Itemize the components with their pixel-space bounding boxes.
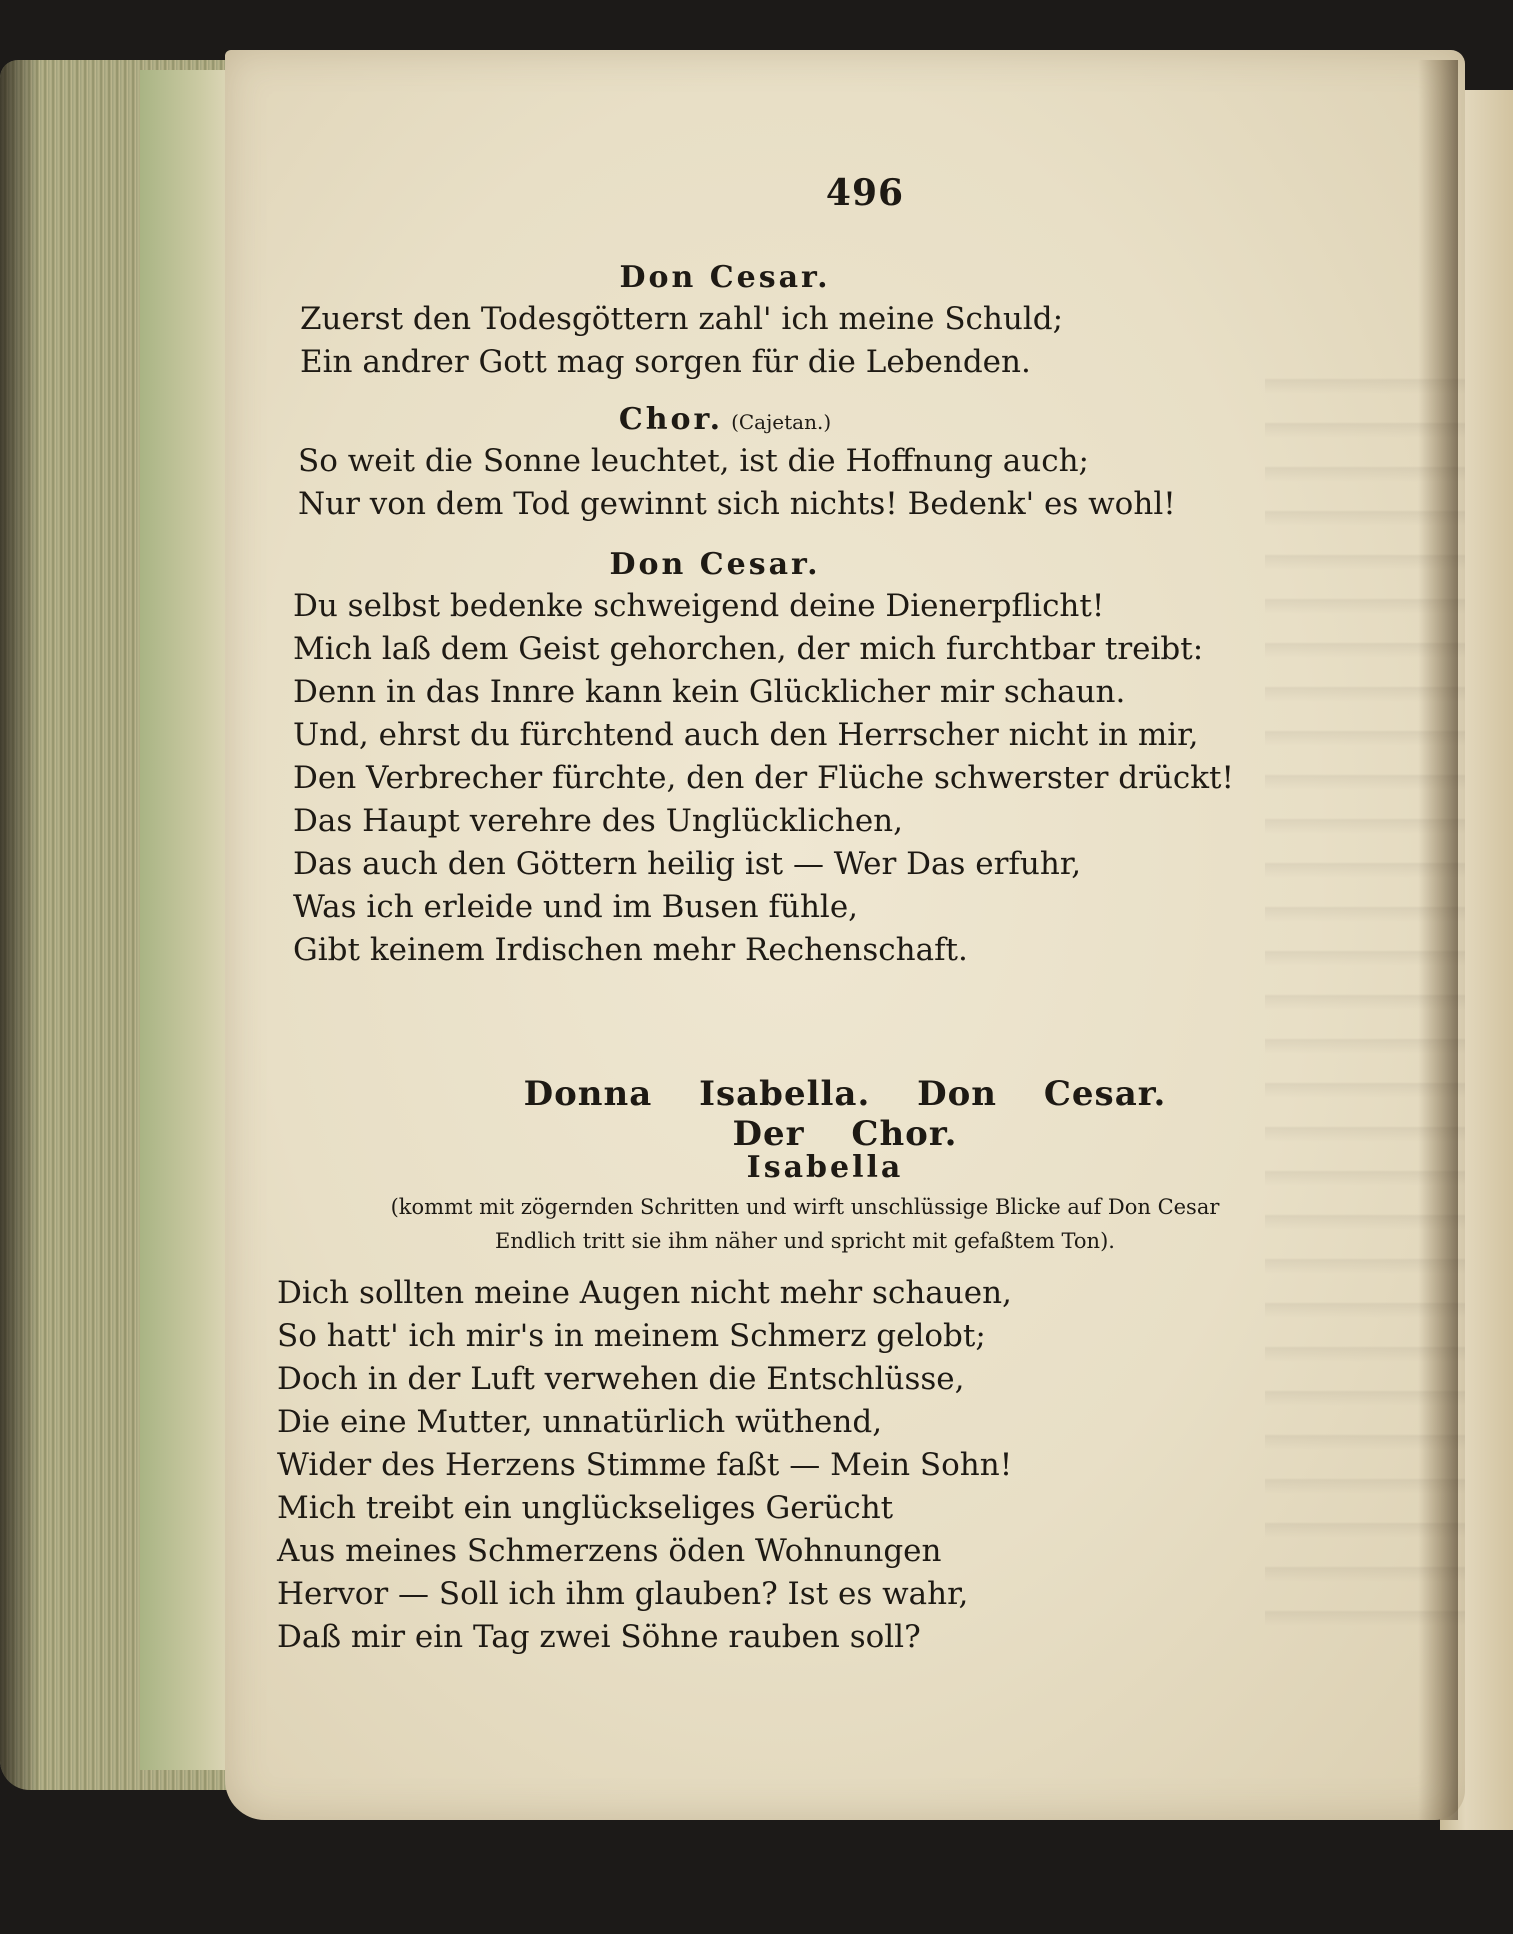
edge-shadow <box>0 60 40 1790</box>
stage-direction-line: (kommt mit zögernden Schritten und wirft unschlüssige Blicke auf Don Cesar <box>390 1195 1220 1219</box>
verse-block-isabella <box>277 1272 1012 1659</box>
speaker-name: Isabella <box>746 1150 904 1185</box>
verse-block-1 <box>300 298 1063 384</box>
page-gutter-shadow <box>1418 60 1458 1820</box>
verse-line: Die eine Mutter, unnatürlich wüthend, <box>277 1404 883 1440</box>
book-page <box>225 50 1465 1820</box>
speaker-note: (Cajetan.) <box>731 410 832 434</box>
scene-heading <box>465 1074 1225 1154</box>
verse-line: Dich sollten meine Augen nicht mehr schauen, <box>277 1275 1012 1311</box>
stage-direction <box>345 1190 1265 1258</box>
verse-line: Was ich erleide und im Busen fühle, <box>293 889 859 925</box>
verse-block-3 <box>293 585 1234 972</box>
speaker-name: Don Cesar. <box>619 260 831 295</box>
verse-line: Nur von dem Tod gewinnt sich nichts! Bedenk' es wohl! <box>298 486 1176 522</box>
verse-line: Denn in das Innre kann kein Glücklicher mir schaun. <box>293 674 1126 710</box>
verse-line: Hervor — Soll ich ihm glauben? Ist es wahr, <box>277 1576 969 1612</box>
verse-line: Aus meines Schmerzens öden Wohnungen <box>277 1533 942 1569</box>
verse-line: So weit die Sonne leuchtet, ist die Hoffnung auch; <box>298 443 1089 479</box>
verse-line: Du selbst bedenke schweigend deine Dienerpflicht! <box>293 588 1105 624</box>
verse-line: Mich treibt ein unglückseliges Gerücht <box>277 1490 894 1526</box>
speaker-isabella <box>645 1150 1005 1185</box>
verse-line: Daß mir ein Tag zwei Söhne rauben soll? <box>277 1619 921 1655</box>
speaker-don-cesar-1 <box>525 260 925 295</box>
scene-character: Der Chor. <box>732 1114 958 1154</box>
verse-line: Doch in der Luft verwehen die Entschlüsse, <box>277 1361 965 1397</box>
verse-line: Das Haupt verehre des Unglücklichen, <box>293 803 903 839</box>
speaker-don-cesar-2 <box>505 547 925 582</box>
stage-direction-line: Endlich tritt sie ihm näher und spricht mit gefaßtem Ton). <box>495 1229 1115 1253</box>
verse-line: Und, ehrst du fürchtend auch den Herrscher nicht in mir, <box>293 717 1199 753</box>
verse-line: Den Verbrecher fürchte, den der Flüche schwerster drückt! <box>293 760 1234 796</box>
speaker-name: Chor. <box>618 402 724 437</box>
page-number: 496 <box>825 172 905 214</box>
verse-line: Wider des Herzens Stimme faßt — Mein Sohn! <box>277 1447 1013 1483</box>
verse-line: Gibt keinem Irdischen mehr Rechenschaft. <box>293 932 968 968</box>
verse-line: So hatt' ich mir's in meinem Schmerz gelobt; <box>277 1318 986 1354</box>
verse-block-2 <box>298 440 1176 526</box>
verse-line: Ein andrer Gott mag sorgen für die Lebenden. <box>300 344 1031 380</box>
speaker-name: Don Cesar. <box>609 547 821 582</box>
scene-character: Donna Isabella. <box>523 1074 871 1114</box>
page-text <box>225 50 1465 1820</box>
verse-line: Zuerst den Todesgöttern zahl' ich meine Schuld; <box>300 301 1064 337</box>
speaker-chor <box>505 402 945 437</box>
verse-line: Mich laß dem Geist gehorchen, der mich furchtbar treibt: <box>293 631 1204 667</box>
verse-line: Das auch den Göttern heilig ist — Wer Das erfuhr, <box>293 846 1082 882</box>
scene-character: Don Cesar. <box>917 1074 1167 1114</box>
